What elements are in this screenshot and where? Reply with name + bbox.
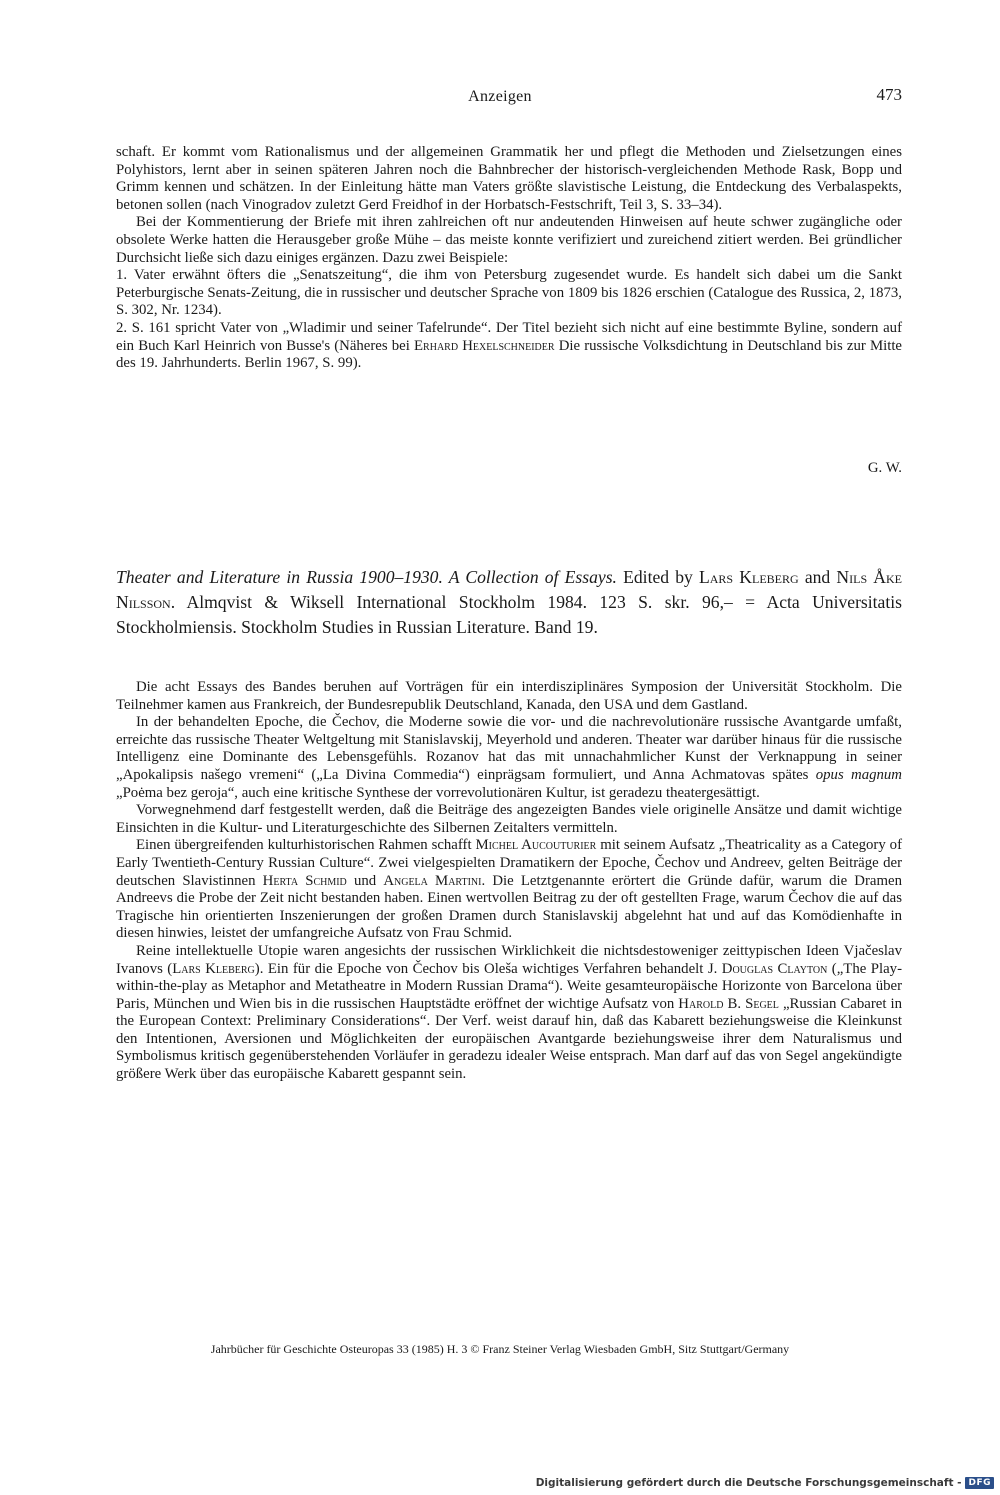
p2-text-after: „Poėma bez geroja“, auch eine kritische Synthese der vorrevolutionären Kultur, ist geradezu theatergesättigt. xyxy=(116,784,760,801)
review2-paragraph-4 xyxy=(116,837,902,943)
p2-text-before: In der behandelten Epoche, die Čechov, die Moderne sowie die vor- und die nachrevolutionäre russische Avantgarde umfaßt, erreichte das russische Theater Weltgeltung mit Stanislavskij, Meyerhold und anderen. Theater war darüber hinaus für die russische Intelligenz eine Dominante des Lebensgefühls. Rozanov hat das mit unnachahmlicher Kunst der Verknappung in seiner „Apokalipsis našego vremeni“ („La Divina Commedia“) einprägsam formuliert, und Anna Achmatovas spätes xyxy=(116,714,902,783)
reviewer-signature: G. W. xyxy=(867,460,902,476)
bibliographic-entry xyxy=(116,565,902,640)
review2-paragraph-3: Vorwegnehmend darf festgestellt werden, daß die Beiträge des angezeigten Bandes viele originelle Ansätze und damit wichtige Einsichten in die Kultur- und Literaturgeschichte des Silbernen Zeitalters vermitteln. xyxy=(116,802,902,836)
publication-details: . Almqvist & Wiksell International Stockholm 1984. 123 S. skr. 96,– = Acta Universitatis Stockholmiensis. Stockholm Studies in Russian Literature. Band 19. xyxy=(116,592,902,637)
p5-text-a: Reine intellektuelle Utopie waren angesichts der russischen Wirklichkeit die nichtsdestoweniger zeittypischen Ideen Vjačeslav Ivanovs ( xyxy=(116,942,902,977)
p4-text-b: mit seinem Aufsatz „Theatricality as a Category of Early Twentieth-Century Russian Culture“. Zwei vielgespielten Dramatikern der Epoche, Čechov und Andreev, gelten Beiträge der deutschen Slavistinnen xyxy=(116,837,902,889)
item2-text-after: Die russische Volksdichtung in Deutschland bis zur Mitte des 19. Jahrhunderts. Berlin 1967, S. 99). xyxy=(116,337,903,372)
and-text: and xyxy=(798,567,837,587)
p5-author-1: Lars Kleberg xyxy=(172,960,255,977)
dfg-logo: DFG xyxy=(965,1477,994,1489)
review2-paragraph-5 xyxy=(116,943,902,1084)
p4-text-a: Einen übergreifenden kulturhistorischen Rahmen schafft xyxy=(136,837,476,854)
digitization-notice xyxy=(536,1475,994,1491)
digitization-text: Digitalisierung gefördert durch die Deutsche Forschungsgemeinschaft - xyxy=(535,1477,962,1489)
p4-author-1: Michel Aucouturier xyxy=(475,837,597,854)
journal-citation: Jahrbücher für Geschichte Osteuropas 33 (1985) H. 3 © Franz Steiner Verlag Wiesbaden GmbH, Sitz Stuttgart/Germany xyxy=(210,1342,790,1356)
item2-author: Erhard Hexelschneider xyxy=(414,337,555,354)
review-continuation xyxy=(116,144,902,373)
p5-author-3: Harold B. Segel xyxy=(678,995,779,1012)
p4-text-d: . Die Letztgenannte erörtert die Gründe dafür, warum die Dramen Andreevs die Probe der Zeit nicht bestanden haben. Einen wertvollen Beitrag zu der oft gestellten Frage, warum Čechov die auf das Tragische hin orientierten Inszenierungen der großen Dramen durch Stanislavskij abgelehnt hat und auf das Komödienhafte in diesen hinwies, leistet der umfangreiche Aufsatz von Frau Schmid. xyxy=(116,872,902,942)
p5-text-b: ). Ein für die Epoche von Čechov bis Oleša wichtiges Verfahren behandelt xyxy=(254,960,708,977)
p2-italic: opus magnum xyxy=(815,766,902,783)
p5-text-c: („The Play-within-the-play as Metaphor and Metatheatre in Modern Russian Drama“). Weite gesamteuropäische Horizonte von Barcelona über Paris, München und Wien bis in die russischen Hauptstädte eröffnet der wichtige Aufsatz von xyxy=(116,960,903,1012)
p4-author-2: Herta Schmid xyxy=(262,872,347,889)
p4-author-3: Angela Martini xyxy=(383,872,482,889)
review1-paragraph-1: schaft. Er kommt vom Rationalismus und der allgemeinen Grammatik her und pflegt die Methoden und Zielsetzungen eines Polyhistors, lernt aber in seinen späteren Jahren noch die Bahnbrecher der historisch-vergleichenden Methode Rask, Bopp und Grimm kennen und schätzen. In der Einleitung hätte man Vaters größte slavistische Leistung, die Entdeckung des Verbalaspekts, betonen sollen (nach Vinogradov zuletzt Gerd Freidhof in der Horbatsch-Festschrift, Teil 3, S. 33–34). xyxy=(116,144,902,213)
review1-item-1: 1. Vater erwähnt öfters die „Senatszeitung“, die ihm von Petersburg zugesendet wurde. Es handelt sich dabei um die Sankt Peterburgische Senats-Zeitung, die in russischer und deutscher Sprache von 1809 bis 1826 erschien (Catalogue des Russica, 2, 1873, S. 302, Nr. 1234). xyxy=(116,267,902,319)
review-body xyxy=(116,679,902,1084)
review2-paragraph-2 xyxy=(116,714,902,802)
p4-text-c: und xyxy=(346,872,384,889)
review1-item-2 xyxy=(116,320,902,373)
item2-text-before: 2. S. 161 spricht Vater von „Wladimir und seiner Tafelrunde“. Der Titel bezieht sich nicht auf eine bestimmte Byline, sondern auf ein Buch Karl Heinrich von Busse's (Näheres bei xyxy=(116,319,902,354)
editor-2: Nils Åke Nilsson xyxy=(116,567,903,612)
review2-paragraph-1: Die acht Essays des Bandes beruhen auf Vorträgen für ein interdisziplinäres Symposion der Universität Stockholm. Die Teilnehmer kamen aus Frankreich, der Bundesrepublik Deutschland, Kanada, den USA und dem Gastland. xyxy=(116,679,902,713)
p5-text-d: „Russian Cabaret in the European Context: Preliminary Considerations“. Der Verf. weist darauf hin, daß das Kabarett beziehungsweise die Kleinkunst den Intentionen, Aversionen und Möglichkeiten der europäischen Avantgarde beziehungsweise ihrer dem Naturalismus und Symbolismus kritisch gegenüberstehenden Vorläufer in geradezu idealer Weise entsprach. Man darf auf das von Segel angekündigte größere Werk über das europäische Kabarett gespannt sein. xyxy=(116,995,903,1083)
running-header: Anzeigen xyxy=(468,88,532,105)
edited-by: Edited by xyxy=(616,567,700,587)
page-number: 473 xyxy=(876,85,902,104)
p5-author-2: J. Douglas Clayton xyxy=(707,960,828,977)
book-title: Theater and Literature in Russia 1900–1930. A Collection of Essays. xyxy=(116,567,617,587)
review1-paragraph-2: Bei der Kommentierung der Briefe mit ihren zahlreichen oft nur andeutenden Hinweisen auf heute schwer zugängliche oder obsolete Werke hatten die Herausgeber große Mühe – das meiste konnte verifiziert und zureichend zitiert werden. Bei gründlicher Durchsicht ließe sich dazu einiges ergänzen. Dazu zwei Beispiele: xyxy=(116,214,902,266)
editor-1: Lars Kleberg xyxy=(699,567,799,587)
